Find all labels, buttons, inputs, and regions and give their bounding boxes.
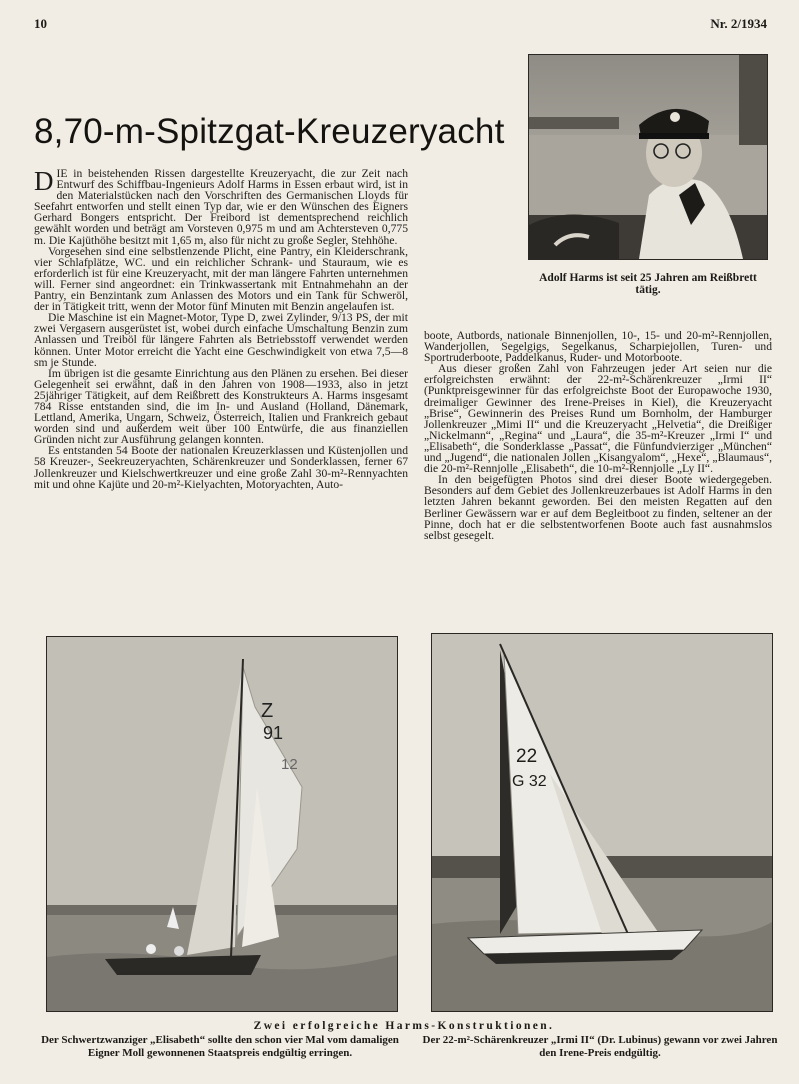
page-number: 10 [34,16,47,31]
issue-number: Nr. 2/1934 [710,16,767,31]
photo-irmi-ii [431,633,773,1012]
paragraph: Es entstanden 54 Boote der nationalen Kreuzerklassen und Küstenjollen und 58 Kreuzer-, Seekreuzeryachten, Schärenkreuzer und Sonderklassen, ferner 67 Jollenkreuzer und Kielschwertkreuzer und eine große Zahl 30-m²-Rennyachten mit und ohne Kajüte und 20-m²-Kielyachten, Motoryachten, Auto- [34,444,408,491]
sail-mark: 12 [281,756,298,773]
sail-number-top: 22 [516,746,538,767]
sail-letter: Z [261,700,274,722]
article-title: 8,70-m-Spitzgat-Kreuzeryacht [34,112,505,151]
paragraph [34,168,408,246]
sail-number-bottom: G 32 [512,773,547,790]
photo-caption-left: Der Schwertzwanziger „Elisabeth“ sollte den schon vier Mal vom damaligen Eigner Moll gewonnenen Staatspreis endgültig erringen. [41,1034,399,1059]
photo-caption-right: Der 22-m²-Schärenkreuzer „Irmi II“ (Dr. Lubinus) gewann vor zwei Jahren den Irene-Preis endgültig. [422,1034,778,1059]
sailboat-irmi-ii-illustration [432,634,772,1011]
paragraph: boote, Autbords, nationale Binnenjollen, 10-, 15- und 20-m²-Rennjollen, Wanderjollen, Segelgigs, Segelkanus, Scharpiejollen, Turen- und Sportruderboote, Paddelkanus, Ruder- und Motorboote. [424,329,772,365]
article-column-1 [34,168,408,490]
sailboat-elisabeth-illustration [47,637,397,1011]
paragraph-text: IE in beistehenden Rissen dargestellte Kreuzeryacht, die zur Zeit nach Entwurf des Schiffbau-Ingenieurs Adolf Harms in Essen erbaut wird, ist in den Materialstücken nach den Vorschriften des Germanischen Lloyds für Seefahrt entworfen und stellt einen Typ dar, wie er den Wünschen des Eigners Gerhard Bongers entspricht. Der Freibord ist dementsprechend reichlich gewählt worden und beträgt am Vorsteven 0,975 m und am Achtersteven 0,775 m. Die Kajüthöhe besitzt mit 1,65 m, also für nicht zu große Segler, Stehhöhe. [34,167,408,247]
paragraph: Die Maschine ist ein Magnet-Motor, Type D, zwei Zylinder, 9/13 PS, der mit zwei Vergasern ausgerüstet ist, wobei durch einfache Umschaltung Benzin zum Anlassen und Treiböl für längere Fahrten als Betriebsstoff verwendet werden können. Unter Motor erreicht die Yacht eine Geschwindigkeit von etwa 7,5—8 sm je Stunde. [34,311,408,369]
sail-number: 91 [263,723,284,743]
photos-heading: Zwei erfolgreiche Harms-Konstruktionen. [253,1020,555,1032]
paragraph: Vorgesehen sind eine selbstlenzende Plicht, eine Pantry, ein Kleiderschrank, vier Schlafplätze, WC. und ein reichlicher Schrank- und Stauraum, wie es erforderlich ist für eine Kreuzeryacht, mit der man längere Fahrten unternehmen will. Ferner sind angeordnet: ein Trinkwassertank mit Entnahmehahn an der Pantry, ein Benzintank zum Anlassen des Motors und ein Tank für Schweröl, der in Tätigkeit tritt, wenn der Motor fünf Minuten mit Benzin angelaufen ist. [34,244,408,314]
portrait-illustration [529,55,767,259]
paragraph: In den beigefügten Photos sind drei dieser Boote wiedergegeben. Besonders auf dem Gebiet des Jollenkreuzerbaues ist Adolf Harms in den letzten Jahren bekannt geworden. Bei den meisten Regatten auf den Berliner Gewässern war er auf dem Begleitboot zu finden, seltener an der Pinne, doch hat er die selbstentworfenen Boote auch fast ausnahmslos selbst gesegelt. [424,473,772,542]
article-column-2 [424,330,772,541]
portrait-caption: Adolf Harms ist seit 25 Jahren am Reißbrett tätig. [539,272,757,296]
paragraph: Aus dieser großen Zahl von Fahrzeugen jeder Art seien nur die erfolgreichsten erwähnt: der 22-m²-Schärenkreuzer „Irmi II“ (Punktpreisgewinner für das erfolgreichste Boot der Europawoche 1930, dreimaliger Gewinner des Irene-Preises in Kiel), die Kreuzeryacht „Brise“, Gewinnerin des Preises Rund um Bornholm, der Hamburger Jollenkreuzer „Mimi II“ und die Kreuzeryacht „Helvetia“, die Dreißiger „Nickelmann“, „Regina“ und „Laura“, die 35-m²-Kreuzer „Irmi I“ und „Elisabeth“, die Sonderklasse „Passat“, die Fünfundvierziger „München“ und „Jugend“, die nationalen Jollen „Kisangyalom“, „Hexe“, „Blaumaus“, die 20-m²-Rennjolle „Elisabeth“, die 10-m²-Rennjolle „Ly II“. [424,362,772,476]
portrait-photo [528,54,768,260]
photo-elisabeth [46,636,398,1012]
drop-cap: D [34,166,54,196]
paragraph: Im übrigen ist die gesamte Einrichtung aus den Plänen zu ersehen. Bei dieser Gelegenheit sei erwähnt, daß in den Jahren von 1908—1933, also in jetzt 25jähriger Tätigkeit, auf dem Reißbrett des Konstrukteurs A. Harms insgesamt 784 Risse entstanden sind, die im In- und Ausland (Holland, Dänemark, Lettland, Amerika, Ungarn, Schweiz, Österreich, Italien und Frankreich gebaut worden sind und außerdem weit über 100 Entwürfe, die aus finanziellen Gründen nicht zur Ausführung gelangen konnten. [34,366,408,447]
